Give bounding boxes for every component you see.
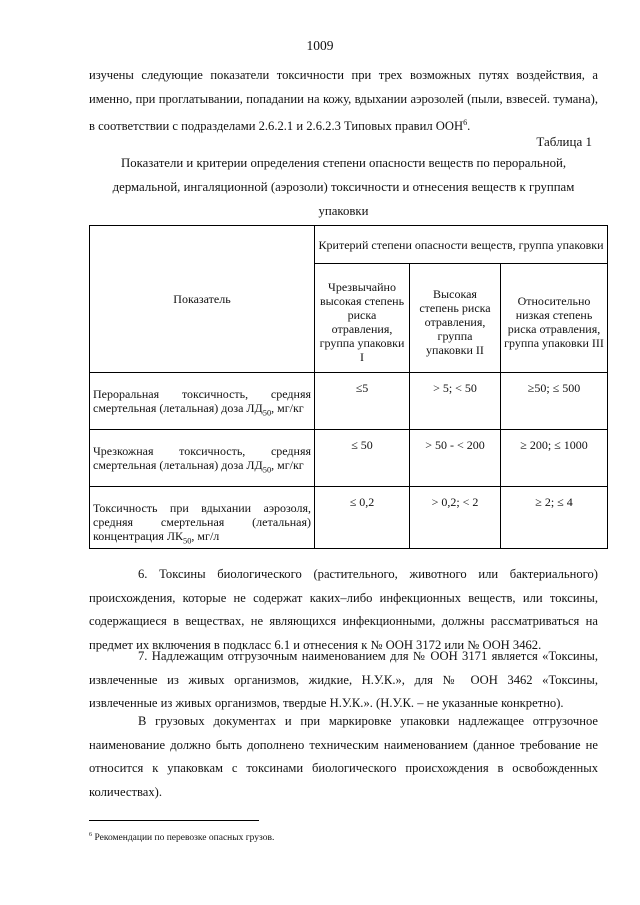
row-indicator-unit: , мг/кг [271, 401, 304, 415]
table-header-row [90, 226, 608, 264]
intro-paragraph: изучены следующие показатели токсичности при трех возможных путях воздействия, а именно, при проглатывании, попадании на кожу, вдыхании аэрозолей (пыли, взвесей. тумана), в соответствии с подразделами 2.6.2.1 и 2.6.2.3 Типовых правил ООН$^6$. [89, 68, 598, 134]
header-criteria: Критерий степени опасности веществ, группа упаковки [315, 226, 608, 264]
table-label: Таблица 1 [536, 134, 592, 149]
footnote [89, 832, 274, 843]
row-indicator-sub: 50 [183, 536, 192, 546]
footnote-ref: 6 [463, 118, 468, 127]
row-value-group-2: > 5; < 50 [410, 373, 501, 430]
toxicity-table [89, 225, 608, 549]
footnote-mark: 6 [89, 832, 93, 838]
row-value-group-2: > 50 - < 200 [410, 430, 501, 487]
row-value-group-1: ≤ 50 [315, 430, 410, 487]
row-indicator [90, 373, 315, 430]
row-indicator-sub: 50 [262, 465, 272, 475]
row-indicator-text: Токсичность при вдыхании аэрозоля, средняя смертельная (летальная) концентрация ЛК [93, 501, 311, 543]
row-value-group-3: ≥ 200; ≤ 1000 [501, 430, 608, 487]
table-row [90, 487, 608, 549]
paragraph-7: 7. Надлежащим отгрузочным наименованием для № ООН 3171 является «Токсины, извлеченные из живых организмов, жидкие, Н.У.К.», для № ООН 3462 «Токсины, извлеченные из живых организмов, твердые Н.У.К.». (Н.У.К. – не указанные конкретно). [89, 649, 598, 710]
row-indicator [90, 487, 315, 549]
table-caption: Показатели и критерии определения степени опасности веществ по пероральной, дермальной, ингаляционной (аэрозоли) токсичности и отнесения веществ к группам упаковки [112, 156, 575, 218]
footnote-text: Рекомендации по перевозке опасных грузов. [92, 833, 275, 844]
row-indicator-unit: , мг/кг [271, 458, 304, 472]
header-indicator: Показатель [90, 226, 315, 373]
header-group-3: Относительно низкая степень риска отравления, группа упаковки III [501, 264, 608, 373]
row-value-group-1: ≤5 [315, 373, 410, 430]
table-row [90, 373, 608, 430]
header-group-2: Высокая степень риска отравления, группа упаковки II [410, 264, 501, 373]
paragraph-6: 6. Токсины биологического (растительного, животного или бактериального) происхождения, которые не содержат каких–либо инфекционных веществ, или токсины, содержащиеся в веществах, не являющихся инфекционными, должны рассматриваться на предмет их включения в подкласс 6.1 и отнесения к № ООН 3172 или № ООН 3462. [89, 567, 598, 652]
row-value-group-1: ≤ 0,2 [315, 487, 410, 549]
row-indicator-sub: 50 [262, 408, 272, 418]
row-value-group-3: ≥ 2; ≤ 4 [501, 487, 608, 549]
table-row [90, 430, 608, 487]
row-indicator [90, 430, 315, 487]
intro-text: изучены следующие показатели токсичности при трех возможных путях воздействия, а именно, при проглатывании, попадании на кожу, вдыхании аэрозолей (пыли, взвесей. тумана), в соответствии с подразделами 2.6.2.1 и 2.6.2.3 Типовых правил ООН [89, 68, 598, 134]
header-group-1: Чрезвычайно высокая степень риска отравления, группа упаковки I [315, 264, 410, 373]
paragraph-8: В грузовых документах и при маркировке упаковки надлежащее отгрузочное наименование должно быть дополнено техническим наименованием (данное требование не относится к упаковкам с токсинами биологического происхождения в освобожденных количествах). [89, 714, 598, 799]
row-indicator-text: Пероральная токсичность, средняя смертельная (летальная) доза ЛД [93, 387, 311, 415]
row-indicator-unit: , мг/л [191, 529, 220, 543]
footnote-divider [89, 820, 259, 821]
row-indicator-text: Чрезкожная токсичность, средняя смертельная (летальная) доза ЛД [93, 444, 311, 472]
row-value-group-3: ≥50; ≤ 500 [501, 373, 608, 430]
row-value-group-2: > 0,2; < 2 [410, 487, 501, 549]
page-number: 1009 [306, 38, 334, 53]
